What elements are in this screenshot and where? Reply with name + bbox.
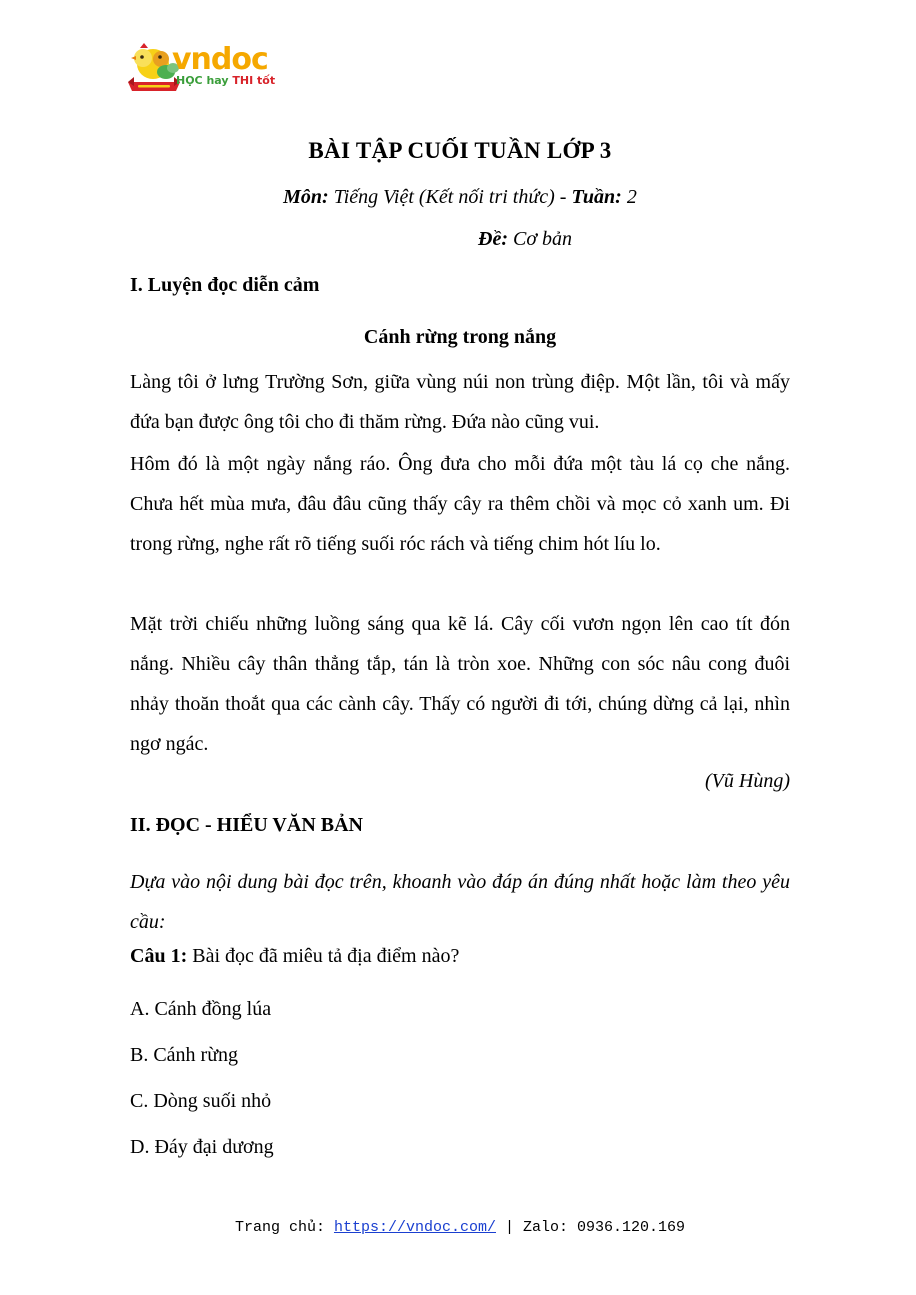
exam-value: Cơ bản	[507, 228, 572, 250]
footer-website-link[interactable]: https://vndoc.com/	[333, 1219, 496, 1236]
logo-tagline-green: HỌC hay	[176, 74, 229, 87]
question-1-option-b[interactable]: B. Cánh rừng	[130, 1044, 239, 1066]
page-title: BÀI TẬP CUỐI TUẦN LỚP 3	[308, 138, 612, 163]
page-footer	[130, 1218, 790, 1238]
question-1-option-c[interactable]: C. Dòng suối nhỏ	[130, 1090, 272, 1112]
subject-value: Tiếng Việt (Kết nối tri thức) -	[328, 186, 572, 208]
week-label: Tuần:	[571, 186, 622, 208]
passage-paragraph: Hôm đó là một ngày nắng ráo. Ông đưa cho mỗi đứa một tàu lá cọ che nắng. Chưa hết mùa mưa, đâu đâu cũng thấy cây ra thêm chồi và mọc cỏ xanh um. Đi trong rừng, nghe rất rõ tiếng suối róc rách và tiếng chim hót líu lo.	[130, 453, 790, 555]
footer-zalo: Zalo: 0936.120.169	[523, 1219, 686, 1236]
logo-tagline	[176, 75, 275, 87]
exam-label: Đề:	[478, 228, 508, 250]
logo-tagline-red: THI tốt	[228, 74, 276, 87]
question-1-option-d[interactable]: D. Đáy đại dương	[130, 1136, 274, 1158]
passage-paragraph: Mặt trời chiếu những luồng sáng qua kẽ lá. Cây cối vươn ngọn lên cao tít đón nắng. Nhiều cây thân thẳng tắp, tán là tròn xoe. Những con sóc nâu cong đuôi nhảy thoăn thoắt qua các cành cây. Thấy có người đi tới, chúng dừng cả lại, nhìn ngơ ngác.	[130, 613, 790, 755]
vndoc-logo	[126, 42, 326, 104]
passage-attribution: (Vũ Hùng)	[705, 770, 790, 792]
logo-wordmark: vndoc	[172, 42, 268, 77]
passage-paragraph: Làng tôi ở lưng Trường Sơn, giữa vùng núi non trùng điệp. Một lần, tôi và mấy đứa bạn được ông tôi cho đi thăm rừng. Đứa nào cũng vui.	[130, 371, 790, 433]
question-1-option-a[interactable]: A. Cánh đồng lúa	[130, 998, 272, 1020]
footer-separator: |	[496, 1219, 524, 1236]
subject-label: Môn:	[283, 186, 329, 208]
week-value: 2	[621, 186, 637, 208]
question-1	[130, 941, 790, 971]
footer-home-label: Trang chủ:	[234, 1219, 334, 1236]
question-1-label: Câu 1:	[130, 945, 188, 967]
section-one-heading: I. Luyện đọc diễn cảm	[130, 274, 320, 296]
question-1-text: Bài đọc đã miêu tả địa điểm nào?	[187, 945, 460, 967]
section-two-heading: II. ĐỌC - HIỂU VĂN BẢN	[130, 814, 363, 836]
exam-level-line	[130, 226, 790, 252]
section-two-instruction: Dựa vào nội dung bài đọc trên, khoanh vào đáp án đúng nhất hoặc làm theo yêu cầu:	[130, 871, 790, 933]
reading-passage-title: Cánh rừng trong nắng	[363, 326, 557, 348]
subject-week-line	[130, 184, 790, 210]
